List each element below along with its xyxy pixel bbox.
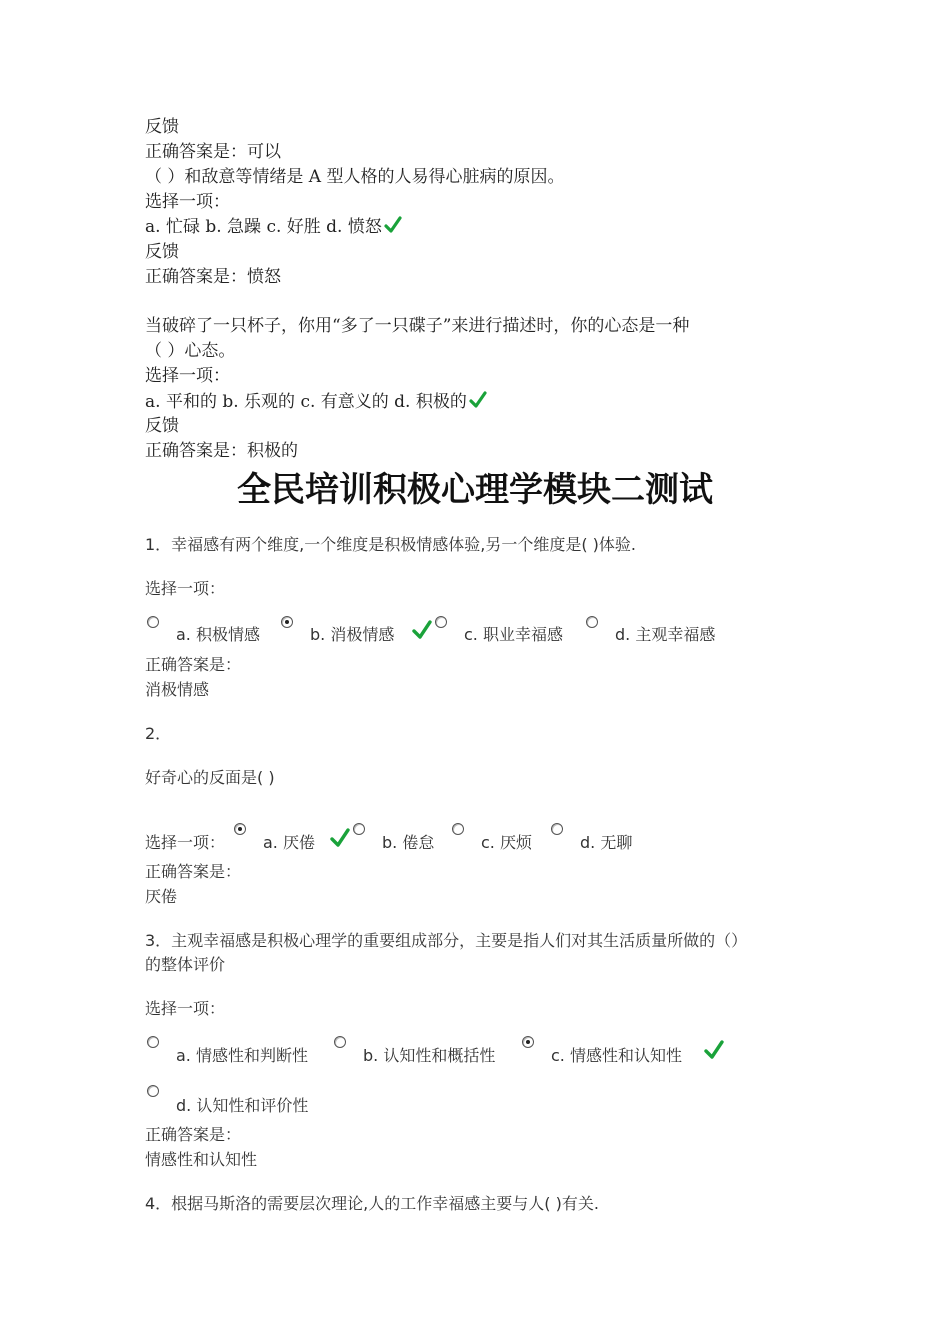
correct-answer-label: 正确答案是： bbox=[145, 1125, 242, 1144]
option-c-label: c. 厌烦 bbox=[481, 833, 532, 852]
correct-answer-label: 正确答案是： bbox=[145, 655, 242, 674]
radio-option-a[interactable] bbox=[147, 616, 159, 628]
choose-one-label: 选择一项： bbox=[145, 366, 230, 386]
options-text: a. 平和的 b. 乐观的 c. 有意义的 d. 积极的 bbox=[145, 392, 467, 412]
choose-one-label: 选择一项： bbox=[145, 999, 226, 1018]
question-text: 当破碎了一只杯子，你用“多了一只碟子”来进行描述时，你的心态是一种 bbox=[145, 316, 690, 336]
choose-one-label: 选择一项： bbox=[145, 579, 226, 598]
radio-option-b[interactable] bbox=[353, 823, 365, 835]
option-b-label: b. 倦怠 bbox=[382, 833, 435, 852]
page-title: 全民培训积极心理学模块二测试 bbox=[237, 470, 713, 510]
radio-option-b[interactable] bbox=[334, 1036, 346, 1048]
correct-answer: 正确答案是：愤怒 bbox=[145, 267, 281, 287]
check-icon bbox=[330, 828, 350, 848]
correct-answer: 正确答案是：积极的 bbox=[145, 441, 298, 461]
correct-answer-value: 消极情感 bbox=[145, 680, 210, 699]
correct-answer-value: 情感性和认知性 bbox=[145, 1150, 258, 1169]
radio-option-c[interactable] bbox=[452, 823, 464, 835]
option-c-label: c. 职业幸福感 bbox=[464, 625, 563, 644]
radio-option-d[interactable] bbox=[551, 823, 563, 835]
feedback-label: 反馈 bbox=[145, 242, 179, 262]
question-4: 4．根据马斯洛的需要层次理论,人的工作幸福感主要与人( )有关. bbox=[145, 1194, 599, 1213]
check-icon bbox=[469, 391, 487, 409]
option-a-label: a. 厌倦 bbox=[263, 833, 315, 852]
radio-option-b[interactable] bbox=[281, 616, 293, 628]
question-1: 1．幸福感有两个维度,一个维度是积极情感体验,另一个维度是( )体验. bbox=[145, 535, 637, 554]
option-d-label: d. 无聊 bbox=[580, 833, 633, 852]
question-text-cont: （ ）心态。 bbox=[145, 341, 236, 361]
question-3-cont: 的整体评价 bbox=[145, 955, 226, 974]
option-a-label: a. 情感性和判断性 bbox=[176, 1046, 308, 1065]
question-2: 好奇心的反面是( ) bbox=[145, 768, 275, 787]
check-icon bbox=[412, 620, 432, 640]
radio-option-d[interactable] bbox=[147, 1085, 159, 1097]
question-2-number: 2． bbox=[145, 724, 172, 743]
choose-one-label: 选择一项： bbox=[145, 833, 226, 852]
check-icon bbox=[384, 216, 402, 234]
options-line bbox=[145, 390, 487, 414]
correct-answer: 正确答案是：可以 bbox=[145, 142, 281, 162]
question-3: 3．主观幸福感是积极心理学的重要组成部分，主要是指人们对其生活质量所做的（） bbox=[145, 931, 748, 950]
feedback-label: 反馈 bbox=[145, 117, 179, 137]
correct-answer-value: 厌倦 bbox=[145, 887, 178, 906]
check-icon bbox=[704, 1040, 724, 1060]
correct-answer-label: 正确答案是： bbox=[145, 862, 242, 881]
option-d-label: d. 主观幸福感 bbox=[615, 625, 716, 644]
radio-option-a[interactable] bbox=[147, 1036, 159, 1048]
option-b-label: b. 消极情感 bbox=[310, 625, 395, 644]
feedback-label: 反馈 bbox=[145, 416, 179, 436]
radio-option-d[interactable] bbox=[586, 616, 598, 628]
radio-option-c[interactable] bbox=[435, 616, 447, 628]
radio-option-a[interactable] bbox=[234, 823, 246, 835]
option-d-label: d. 认知性和评价性 bbox=[176, 1096, 309, 1115]
options-text: a. 忙碌 b. 急躁 c. 好胜 d. 愤怒 bbox=[145, 217, 382, 237]
choose-one-label: 选择一项： bbox=[145, 192, 230, 212]
option-a-label: a. 积极情感 bbox=[176, 625, 260, 644]
options-line bbox=[145, 215, 402, 239]
radio-option-c[interactable] bbox=[522, 1036, 534, 1048]
question-text: （ ）和敌意等情绪是 A 型人格的人易得心脏病的原因。 bbox=[145, 167, 565, 187]
option-b-label: b. 认知性和概括性 bbox=[363, 1046, 496, 1065]
option-c-label: c. 情感性和认知性 bbox=[551, 1046, 682, 1065]
